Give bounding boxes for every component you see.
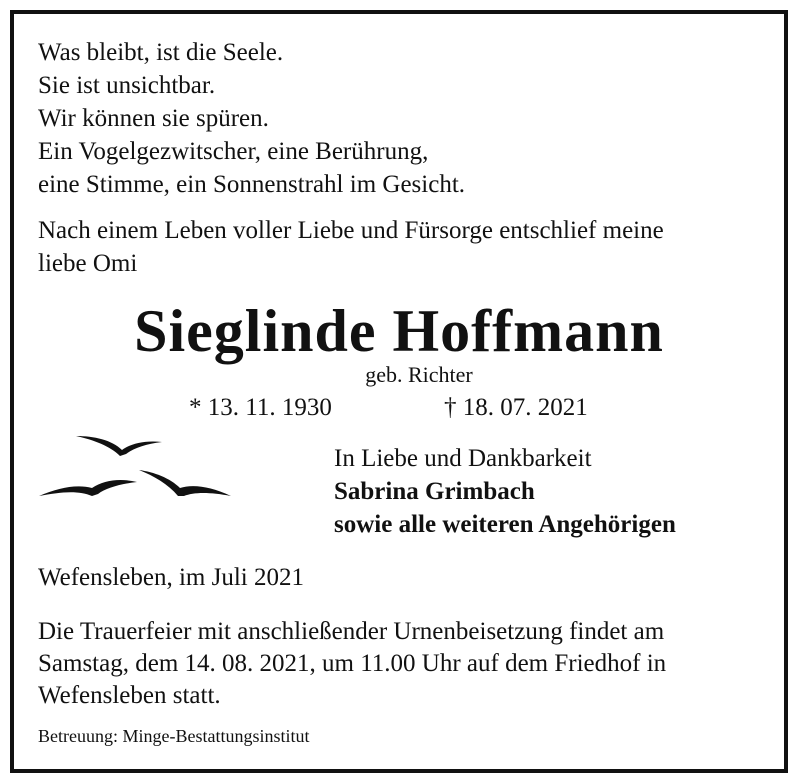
obituary-notice [10,10,788,773]
mourners-block [334,442,676,541]
other-relatives: sowie alle weiteren Angehörigen [334,511,676,538]
birth-date: * 13. 11. 1930 [189,394,332,421]
deceased-name: Sieglinde Hoffmann [134,298,664,364]
funeral-service: Betreuung: Minge-Bestattungsinstitut [38,726,310,746]
ceremony-line: Die Trauerfeier mit anschließender Urnenbeisetzung findet am [38,618,665,645]
ceremony-line: Samstag, dem 14. 08. 2021, um 11.00 Uhr auf dem Friedhof in [38,650,667,677]
intro-line: liebe Omi [38,250,138,277]
poem-line: Wir können sie spüren. [38,105,269,132]
place-date: Wefensleben, im Juli 2021 [38,564,304,591]
maiden-name: geb. Richter [365,362,473,387]
mourners-intro: In Liebe und Dankbarkeit [334,445,592,472]
poem-line: Sie ist unsichtbar. [38,72,216,99]
mourner-name: Sabrina Grimbach [334,478,535,505]
intro-line: Nach einem Leben voller Liebe und Fürsorge entschlief meine [38,217,664,244]
intro-text [38,214,664,280]
bird-icon [39,480,137,496]
poem-line: Was bleibt, ist die Seele. [38,39,284,66]
poem-line: eine Stimme, ein Sonnenstrahl im Gesicht. [38,171,466,198]
poem [38,36,465,201]
ceremony-info [38,616,666,712]
bird-icon [76,436,162,456]
flying-birds-icon [34,414,244,514]
bird-icon [139,470,231,496]
death-date: † 18. 07. 2021 [444,394,588,421]
poem-line: Ein Vogelgezwitscher, eine Berührung, [38,138,429,165]
ceremony-line: Wefensleben statt. [38,682,221,709]
